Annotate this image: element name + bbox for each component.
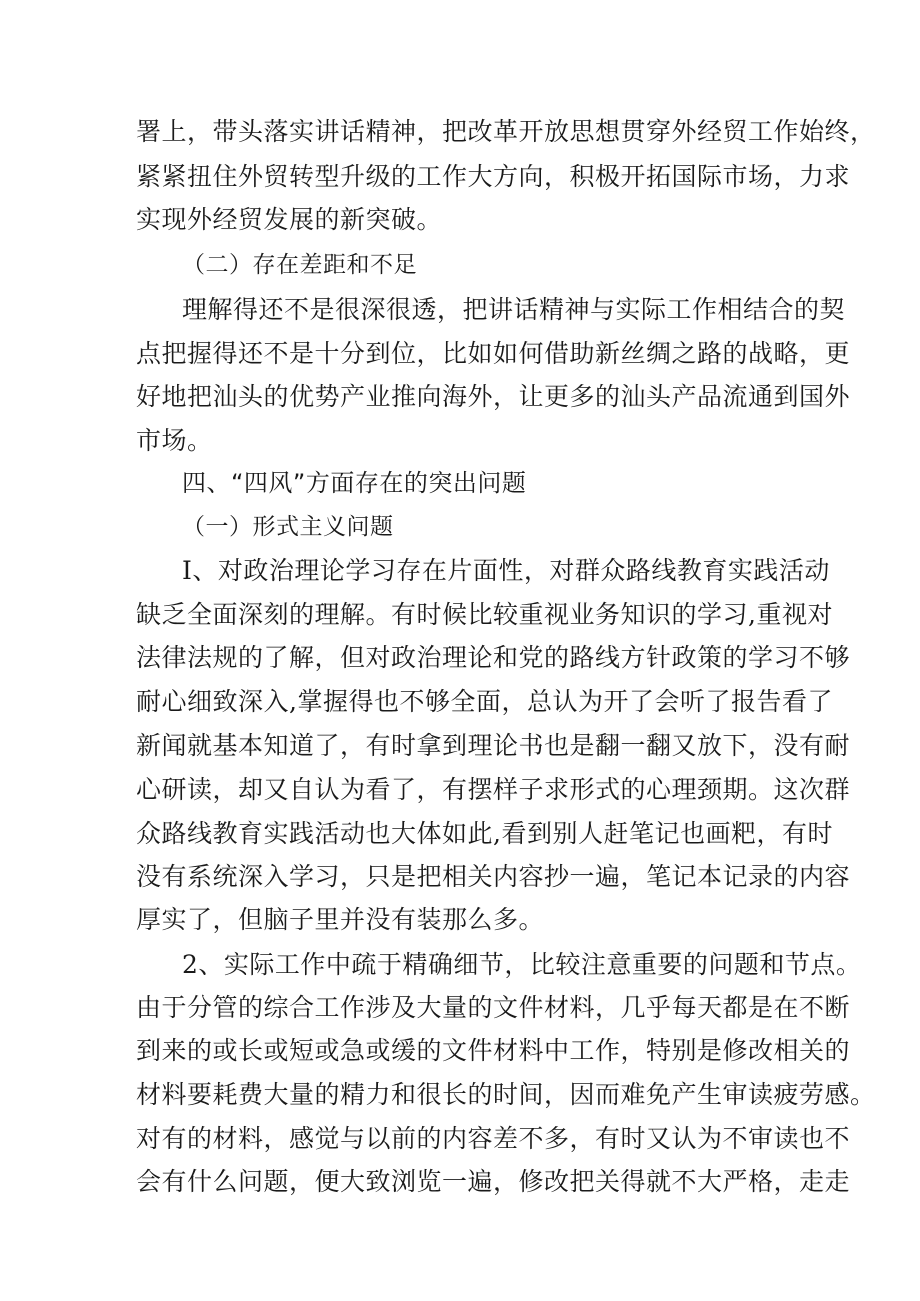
paragraph-line: I、对政治理论学习存在片面性，对群众路线教育实践活动 (182, 556, 830, 585)
paragraph-line: 点把握得还不是十分到位，比如如何借助新丝绸之路的战略，更 (136, 339, 851, 368)
paragraph-line: 实现外经贸发展的新突破。 (136, 205, 443, 234)
subsection-heading: （二）存在差距和不足 (182, 252, 417, 278)
paragraph-line: 材料要耗费大量的精力和很长的时间，因而难免产生审读疲劳感。 (136, 1080, 876, 1109)
paragraph-line: 署上，带头落实讲话精神，把改革开放思想贯穿外经贸工作始终， (136, 117, 876, 146)
paragraph-line: 缺乏全面深刻的理解。有时候比较重视业务知识的学习,重视对 (136, 600, 833, 629)
paragraph-line: 到来的或长或短或急或缓的文件材料中工作，特别是修改相关的 (136, 1036, 851, 1065)
subsection-heading: （一）形式主义问题 (182, 514, 394, 540)
paragraph-line: 耐心细致深入,掌握得也不够全面，总认为开了会听了报告看了 (136, 687, 833, 716)
paragraph-line: 理解得还不是很深很透，把讲话精神与实际工作相结合的契 (182, 295, 846, 324)
paragraph-line: 由于分管的综合工作涉及大量的文件材料，几乎每天都是在不断 (136, 993, 851, 1022)
paragraph-line: 对有的材料，感觉与以前的内容差不多，有时又认为不审读也不 (136, 1124, 851, 1153)
section-heading: 四、“四风”方面存在的突出问题 (182, 469, 527, 497)
paragraph-line: 紧紧扭住外贸转型升级的工作大方向，积极开拓国际市场，力求 (136, 162, 851, 191)
paragraph-line: 众路线教育实践活动也大体如此,看到别人赶笔记也画粑，有时 (136, 819, 833, 848)
paragraph-line: 好地把汕头的优势产业推向海外，让更多的汕头产品流通到国外 (136, 382, 851, 411)
paragraph-line: 新闻就基本知道了，有时拿到理论书也是翻一翻又放下，没有耐 (136, 731, 851, 760)
paragraph-line: 会有什么问题，便大致浏览一遍，修改把关得就不大严格，走走 (136, 1167, 851, 1196)
paragraph-line: 2、实际工作中疏于精确细节，比较注意重要的问题和节点。 (182, 950, 862, 979)
paragraph-line: 法律法规的了解，但对政治理论和党的路线方针政策的学习不够 (136, 643, 851, 672)
paragraph-line: 心研读，却又自认为看了，有摆样子求形式的心理颈期。这次群 (136, 775, 851, 804)
paragraph-line: 没有系统深入学习，只是把相关内容抄一遍，笔记本记录的内容 (136, 862, 851, 891)
paragraph-line: 厚实了，但脑子里并没有装那么多。 (136, 905, 545, 934)
paragraph-line: 市场。 (136, 426, 213, 455)
